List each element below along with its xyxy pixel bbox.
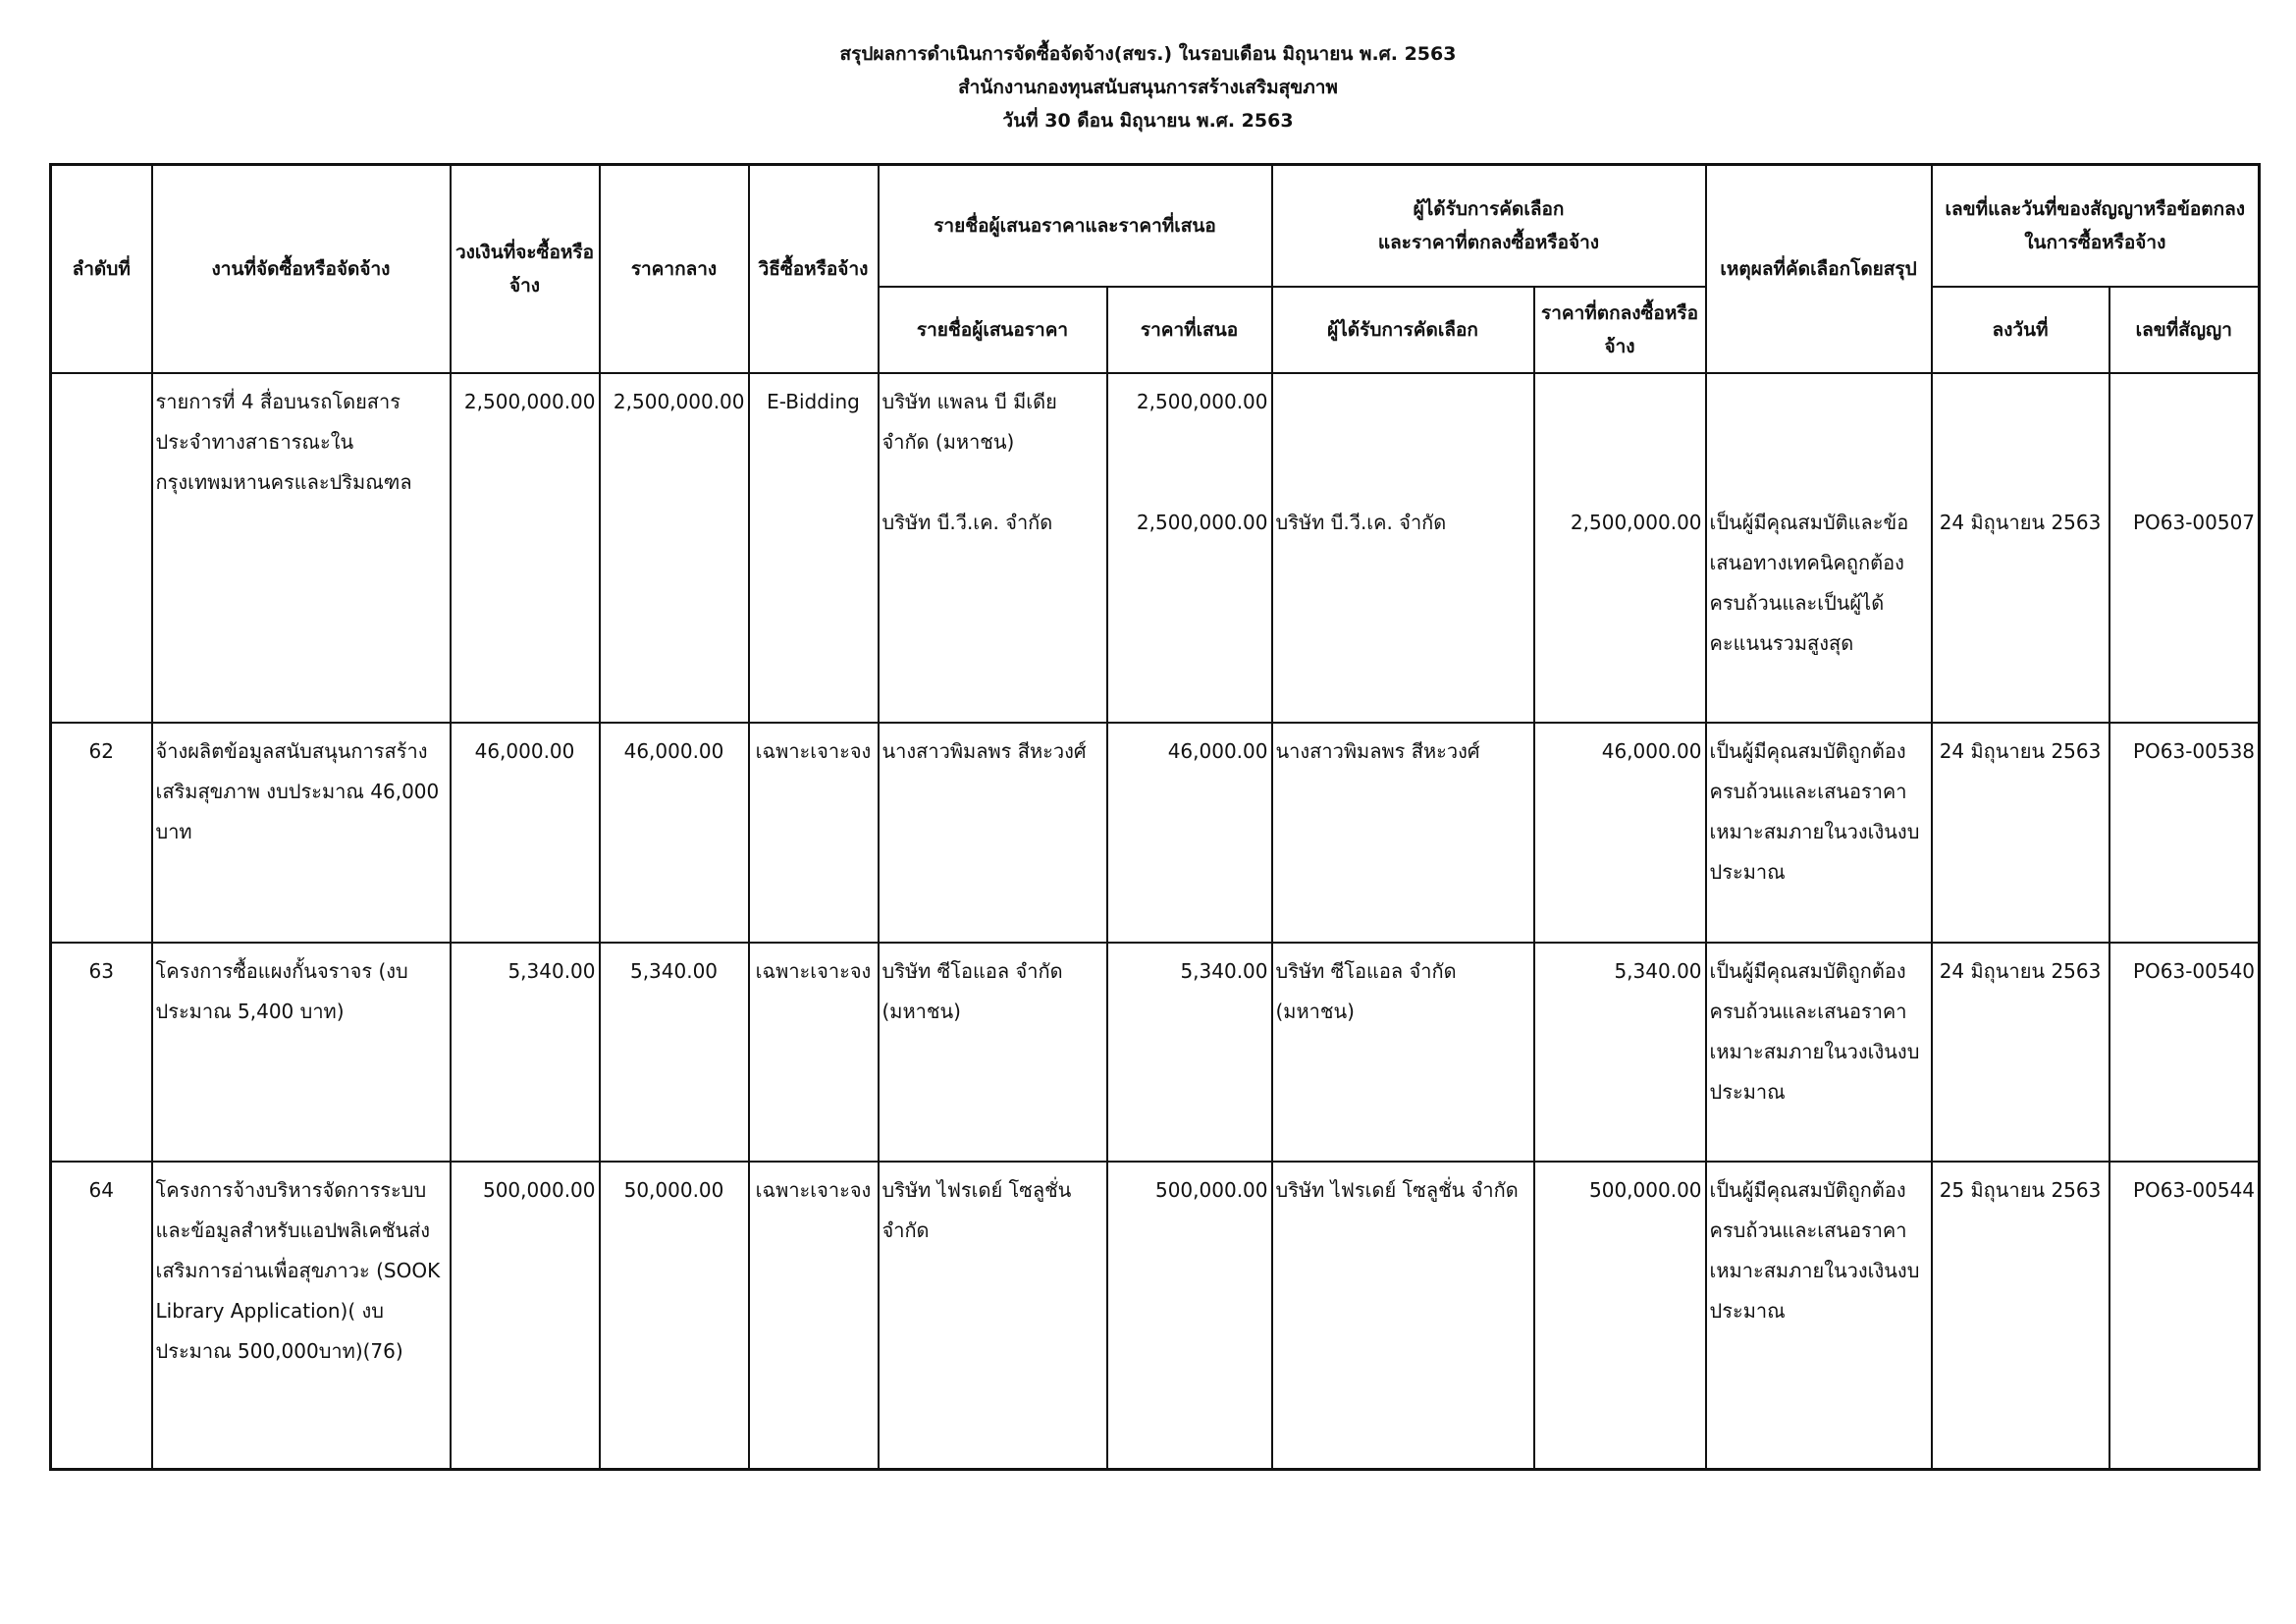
- col-header-contract-no: เลขที่สัญญา: [2109, 287, 2260, 373]
- cell-work: โครงการจ้างบริหารจัดการระบบและข้อมูลสำหรับแอปพลิเคชันส่งเสริมการอ่านเพื่อสุขภาวะ (SOOK Library Application)( งบประมาณ 500,000บาท)(76): [152, 1162, 451, 1470]
- cell-work: โครงการซื้อแผงกั้นจราจร (งบประมาณ 5,400 บาท): [152, 943, 451, 1162]
- bid-price: 2,500,000.00: [1136, 389, 1268, 413]
- table-row: [51, 1162, 2260, 1470]
- col-header-no: ลำดับที่: [51, 165, 152, 373]
- cell-bid-prices: [1107, 373, 1272, 724]
- cell-agreed-price: 5,340.00: [1534, 943, 1706, 1162]
- cell-reason: เป็นผู้มีคุณสมบัติถูกต้องครบถ้วนและเสนอราคาเหมาะสมภายในวงเงินงบประมาณ: [1706, 1162, 1932, 1470]
- col-header-budget: วงเงินที่จะซื้อหรือจ้าง: [451, 165, 600, 373]
- col-header-selected-group: [1272, 165, 1706, 287]
- cell-median-price: 2,500,000.00: [600, 373, 749, 724]
- cell-bid-prices: 5,340.00: [1107, 943, 1272, 1162]
- cell-median-price: 46,000.00: [600, 723, 749, 943]
- cell-budget: 500,000.00: [451, 1162, 600, 1470]
- cell-reason: เป็นผู้มีคุณสมบัติถูกต้องครบถ้วนและเสนอราคาเหมาะสมภายในวงเงินงบประมาณ: [1706, 943, 1932, 1162]
- agreed-price: 2,500,000.00: [1570, 510, 1702, 534]
- cell-agreed-price: 46,000.00: [1534, 723, 1706, 943]
- selected-group-line1: ผู้ได้รับการคัดเลือก: [1413, 197, 1565, 220]
- cell-bidders: นางสาวพิมลพร สีหะวงศ์: [879, 723, 1107, 943]
- contract-no: PO63-00507: [2132, 510, 2256, 534]
- col-header-agreed-price: ราคาที่ตกลงซื้อหรือจ้าง: [1534, 287, 1706, 373]
- cell-selected: [1272, 373, 1534, 724]
- table-row: [51, 373, 2260, 724]
- cell-no: 63: [51, 943, 152, 1162]
- cell-median-price: 50,000.00: [600, 1162, 749, 1470]
- selected-name: บริษัท บี.วี.เค. จำกัด: [1275, 510, 1447, 534]
- cell-bid-prices: 500,000.00: [1107, 1162, 1272, 1470]
- cell-selected: นางสาวพิมลพร สีหะวงศ์: [1272, 723, 1534, 943]
- table-row: [51, 723, 2260, 943]
- report-title: สรุปผลการดำเนินการจัดซื้อจัดจ้าง(สขร.) ในรอบเดือน มิถุนายน พ.ศ. 2563: [839, 43, 1457, 65]
- col-header-median-price: ราคากลาง: [600, 165, 749, 373]
- cell-contract-date: 24 มิถุนายน 2563: [1932, 943, 2109, 1162]
- table-row: [51, 943, 2260, 1162]
- cell-contract-no: PO63-00544: [2109, 1162, 2260, 1470]
- cell-no: [51, 373, 152, 724]
- cell-method: เฉพาะเจาะจง: [749, 1162, 879, 1470]
- report-date: วันที่ 30 ดือน มิถุนายน พ.ศ. 2563: [1002, 110, 1294, 132]
- cell-budget: 46,000.00: [451, 723, 600, 943]
- cell-budget: 5,340.00: [451, 943, 600, 1162]
- col-header-bid-price: ราคาที่เสนอ: [1107, 287, 1272, 373]
- cell-work: รายการที่ 4 สื่อบนรถโดยสารประจำทางสาธารณะในกรุงเทพมหานครและปริมณฑล: [152, 373, 451, 724]
- cell-no: 64: [51, 1162, 152, 1470]
- cell-bid-prices: 46,000.00: [1107, 723, 1272, 943]
- cell-method: E-Bidding: [749, 373, 879, 724]
- col-header-contract-group: เลขที่และวันที่ของสัญญาหรือข้อตกลงในการซื้อหรือจ้าง: [1932, 165, 2260, 287]
- bidder-name: บริษัท บี.วี.เค. จำกัด: [881, 510, 1053, 534]
- cell-budget: 2,500,000.00: [451, 373, 600, 724]
- cell-contract-no: PO63-00540: [2109, 943, 2260, 1162]
- document-header: [0, 37, 2296, 137]
- cell-selected: บริษัท ไฟรเดย์ โซลูชั่น จำกัด: [1272, 1162, 1534, 1470]
- bid-price: 2,500,000.00: [1136, 510, 1268, 534]
- col-header-method: วิธีซื้อหรือจ้าง: [749, 165, 879, 373]
- cell-method: เฉพาะเจาะจง: [749, 723, 879, 943]
- bidder-name: บริษัท แพลน บี มีเดีย จำกัด (มหาชน): [881, 389, 1057, 454]
- cell-bidders: [879, 373, 1107, 724]
- cell-contract-date: [1932, 373, 2109, 724]
- reason-text: เป็นผู้มีคุณสมบัติและข้อเสนอทางเทคนิคถูกต้องครบถ้วนและเป็นผู้ได้คะแนนรวมสูงสุด: [1709, 510, 1909, 655]
- cell-contract-no: [2109, 373, 2260, 724]
- col-header-bidders-group: รายชื่อผู้เสนอราคาและราคาที่เสนอ: [879, 165, 1272, 287]
- cell-method: เฉพาะเจาะจง: [749, 943, 879, 1162]
- col-header-contract-date: ลงวันที่: [1932, 287, 2109, 373]
- col-header-work: งานที่จัดซื้อหรือจัดจ้าง: [152, 165, 451, 373]
- cell-bidders: บริษัท ไฟรเดย์ โซลูชั่น จำกัด: [879, 1162, 1107, 1470]
- cell-work: จ้างผลิตข้อมูลสนับสนุนการสร้างเสริมสุขภาพ งบประมาณ 46,000 บาท: [152, 723, 451, 943]
- procurement-table: [49, 163, 2261, 1471]
- agency-name: สำนักงานกองทุนสนับสนุนการสร้างเสริมสุขภาพ: [958, 77, 1338, 98]
- contract-date: 24 มิถุนายน 2563: [1939, 510, 2102, 534]
- cell-median-price: 5,340.00: [600, 943, 749, 1162]
- cell-contract-no: PO63-00538: [2109, 723, 2260, 943]
- selected-group-line2: และราคาที่ตกลงซื้อหรือจ้าง: [1377, 231, 1600, 253]
- cell-agreed-price: [1534, 373, 1706, 724]
- col-header-selected-name: ผู้ได้รับการคัดเลือก: [1272, 287, 1534, 373]
- cell-agreed-price: 500,000.00: [1534, 1162, 1706, 1470]
- cell-reason: เป็นผู้มีคุณสมบัติถูกต้องครบถ้วนและเสนอราคาเหมาะสมภายในวงเงินงบประมาณ: [1706, 723, 1932, 943]
- cell-selected: บริษัท ซีโอแอล จำกัด (มหาชน): [1272, 943, 1534, 1162]
- col-header-bidder-name: รายชื่อผู้เสนอราคา: [879, 287, 1107, 373]
- cell-contract-date: 25 มิถุนายน 2563: [1932, 1162, 2109, 1470]
- col-header-reason: เหตุผลที่คัดเลือกโดยสรุป: [1706, 165, 1932, 373]
- cell-reason: [1706, 373, 1932, 724]
- cell-no: 62: [51, 723, 152, 943]
- cell-contract-date: 24 มิถุนายน 2563: [1932, 723, 2109, 943]
- cell-bidders: บริษัท ซีโอแอล จำกัด (มหาชน): [879, 943, 1107, 1162]
